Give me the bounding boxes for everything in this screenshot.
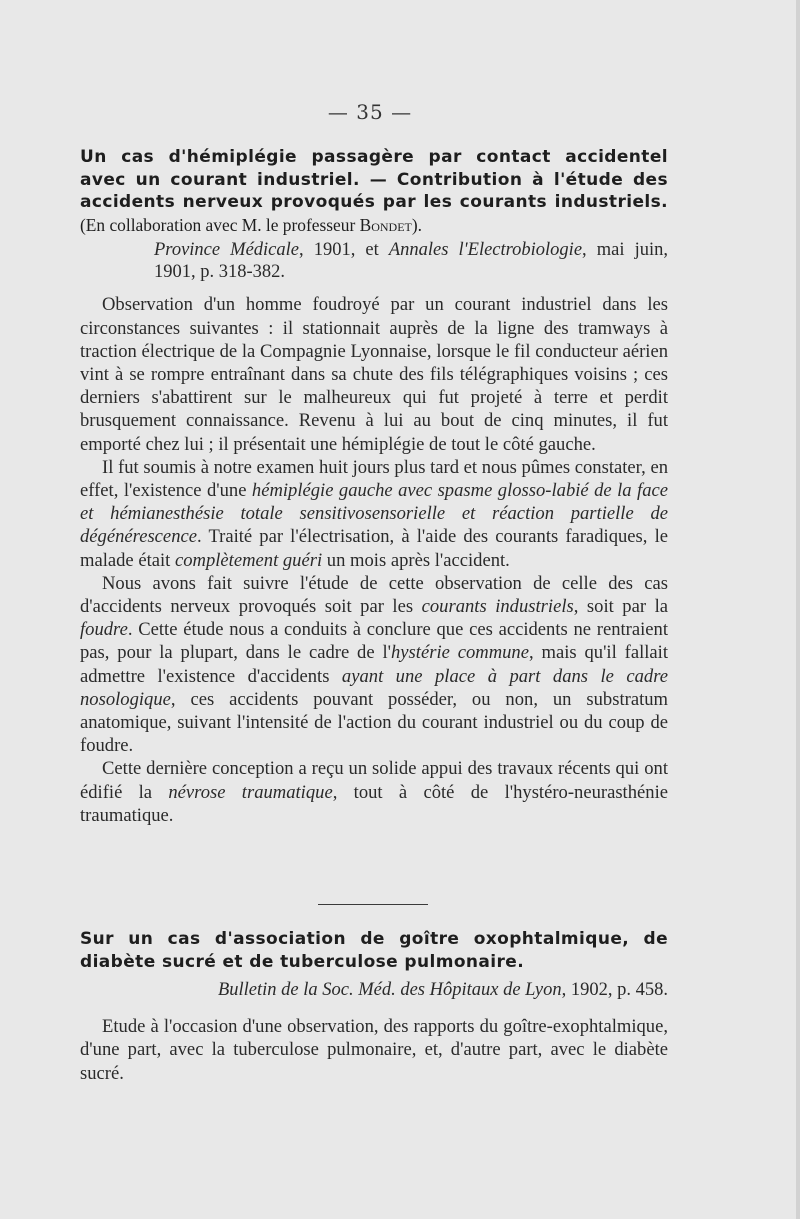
- p3-text-4: , mais qu'il fallait admettre l'existence d'accidents: [80, 642, 668, 687]
- p3-italic-3: hystérie commune: [391, 642, 529, 664]
- article-1: [80, 146, 668, 827]
- page-edge: [796, 0, 800, 1219]
- p2-text-1: Il fut soumis à notre examen huit jours plus tard et nous pûmes constater, en effet, l'existence d'une: [80, 456, 668, 501]
- p2-text-2: . Traité par l'électrisation, à l'aide des courants faradiques, le malade était: [80, 526, 668, 571]
- p2-text-3: un mois après l'accident.: [322, 549, 510, 571]
- p4-italic-1: névrose traumatique: [168, 781, 333, 803]
- article-1-paragraph-1: Observation d'un homme foudroyé par un courant industriel dans les circonstances suivantes : il stationnait auprès de la ligne des tramways à traction électrique de la Compagnie Lyonnaise, lorsque le fil conducteur aérien vint à se rompre entraînant dans sa chute des fils télégraphiques voisins ; ces derniers s'abattirent sur le malheureux qui fut projeté à terre et perdit brusquement connaissance. Revenu à lui au bout de cinq minutes, il fut emporté chez lui ; il présentait une hémiplégie de tout le côté gauche.: [80, 294, 668, 455]
- p4-text-1: Cette dernière conception a reçu un solide appui des travaux récents qui ont édifié la: [80, 758, 668, 803]
- article-2: [80, 928, 668, 1085]
- article-1-paragraph-3: [80, 572, 668, 758]
- article-1-collaboration: [80, 215, 422, 235]
- article-1-title-bold: Un cas d'hémiplégie passagère par contact accidentel avec un courant industriel. — Contribution à l'étude des accidents nerveux provoqués par les courants industriels.: [80, 147, 668, 213]
- ref-rest: , mai juin, 1901, p. 318-382.: [154, 240, 668, 283]
- page-number: — 35 —: [327, 100, 413, 124]
- ref-between: , 1901, et: [299, 240, 389, 261]
- ref-rest: , 1902, p. 458.: [561, 980, 668, 1001]
- p3-italic-1: courants industriels: [421, 596, 574, 618]
- ref-journal-2: Annales l'Electrobiologie: [388, 240, 583, 261]
- collab-name: Bondet: [359, 214, 412, 235]
- p3-italic-2: foudre: [80, 619, 128, 641]
- article-1-paragraph-2: [80, 456, 668, 572]
- p3-text-5: , ces accidents pouvant posséder, ou non, un substratum anatomique, suivant l'intensité de l'action du courant industriel ou du coup de foudre.: [80, 688, 668, 757]
- p3-text-3: . Cette étude nous a conduits à conclure que ces accidents ne rentraient pas, pour la plupart, dans le cadre de l': [80, 619, 668, 664]
- ref-journal-1: Province Médicale: [154, 240, 299, 261]
- article-1-title: [80, 146, 668, 237]
- p4-text-2: , tout à côté de l'hystéro-neurasthénie traumatique.: [80, 781, 668, 826]
- p3-text-2: , soit par la: [573, 596, 668, 618]
- ref-journal: Bulletin de la Soc. Méd. des Hôpitaux de Lyon: [217, 980, 562, 1001]
- p2-italic-2: complètement guéri: [174, 549, 323, 571]
- section-divider: [318, 904, 428, 905]
- article-2-paragraph-1: Etude à l'occasion d'une observation, des rapports du goître-exophtalmique, d'une part, avec la tuberculose pulmonaire, et, d'autre part, avec le diabète sucré.: [80, 1016, 668, 1084]
- collab-suffix: ).: [411, 214, 422, 235]
- p3-text-1: Nous avons fait suivre l'étude de cette observation de celle des cas d'accidents nerveux provoqués soit par les: [80, 572, 668, 618]
- article-2-reference: [80, 979, 668, 1001]
- article-1-reference: [80, 239, 668, 283]
- collab-prefix: (En collaboration avec M. le professeur: [80, 214, 360, 235]
- p3-italic-4: ayant une place à part dans le cadre nosologique: [80, 665, 668, 710]
- p2-italic-1: hémiplégie gauche avec spasme glosso-labié de la face et hémianesthésie totale sensitivosensorielle et réaction partielle de dégénérescence: [80, 480, 668, 548]
- article-1-paragraph-4: [80, 757, 668, 827]
- article-2-title: Sur un cas d'association de goître oxophtalmique, de diabète sucré et de tuberculose pulmonaire.: [80, 929, 668, 972]
